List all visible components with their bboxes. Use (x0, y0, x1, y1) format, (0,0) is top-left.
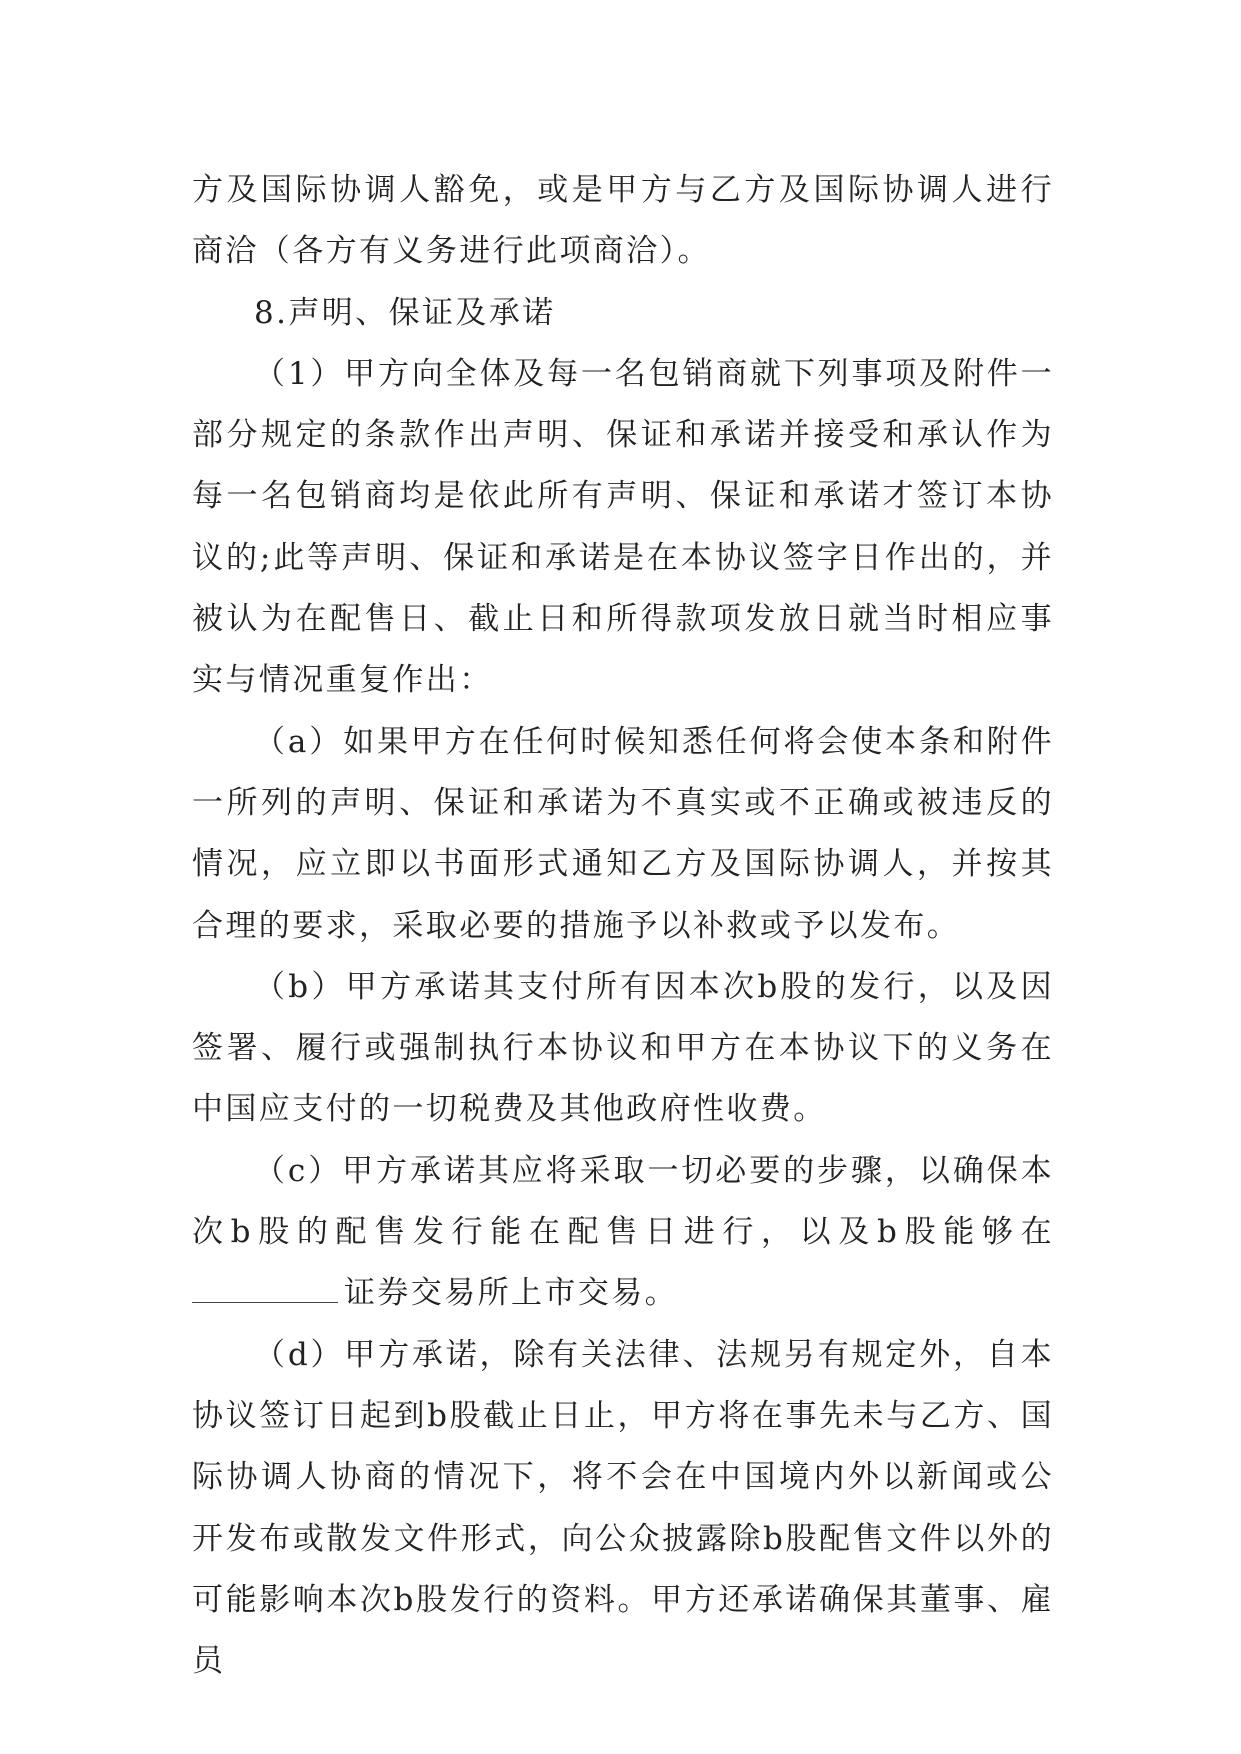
clause-c-paragraph (192, 1141, 1054, 1325)
section-heading: 8.声明、保证及承诺 (254, 294, 556, 331)
clause-c-text: （c）甲方承诺其应将采取一切必要的步骤，以确保本次b股的配售发行能在配售日进行，以及b股能够在 (192, 1152, 1054, 1251)
intro-paragraph: 方及国际协调人豁免，或是甲方与乙方及国际协调人进行商洽（各方有义务进行此项商洽）。 (192, 172, 1054, 270)
clause-b-paragraph: （b）甲方承诺其支付所有因本次b股的发行，以及因签署、履行或强制执行本协议和甲方在本协议下的义务在中国应支付的一切税费及其他政府性收费。 (192, 968, 1054, 1128)
document-body (192, 160, 1054, 1692)
clause-a-paragraph: （a）如果甲方在任何时候知悉任何将会使本条和附件一所列的声明、保证和承诺为不真实或不正确或被违反的情况，应立即以书面形式通知乙方及国际协调人，并按其合理的要求，采取必要的措施予以补救或予以发布。 (192, 723, 1054, 944)
clause-1-paragraph: （1）甲方向全体及每一名包销商就下列事项及附件一部分规定的条款作出声明、保证和承诺并接受和承认作为每一名包销商均是依此所有声明、保证和承诺才签订本协议的;此等声明、保证和承诺是在本协议签字日作出的，并被认为在配售日、截止日和所得款项发放日就当时相应事实与情况重复作出： (192, 355, 1054, 699)
exchange-name-blank (192, 1272, 338, 1303)
clause-c-text-end: 证券交易所上市交易。 (344, 1275, 678, 1312)
clause-d-paragraph: （d）甲方承诺，除有关法律、法规另有规定外，自本协议签订日起到b股截止日止，甲方将在事先未与乙方、国际协调人协商的情况下，将不会在中国境内外以新闻或公开发布或散发文件形式，向公众披露除b股配售文件以外的可能影响本次b股发行的资料。甲方还承诺确保其董事、雇员 (192, 1336, 1054, 1680)
